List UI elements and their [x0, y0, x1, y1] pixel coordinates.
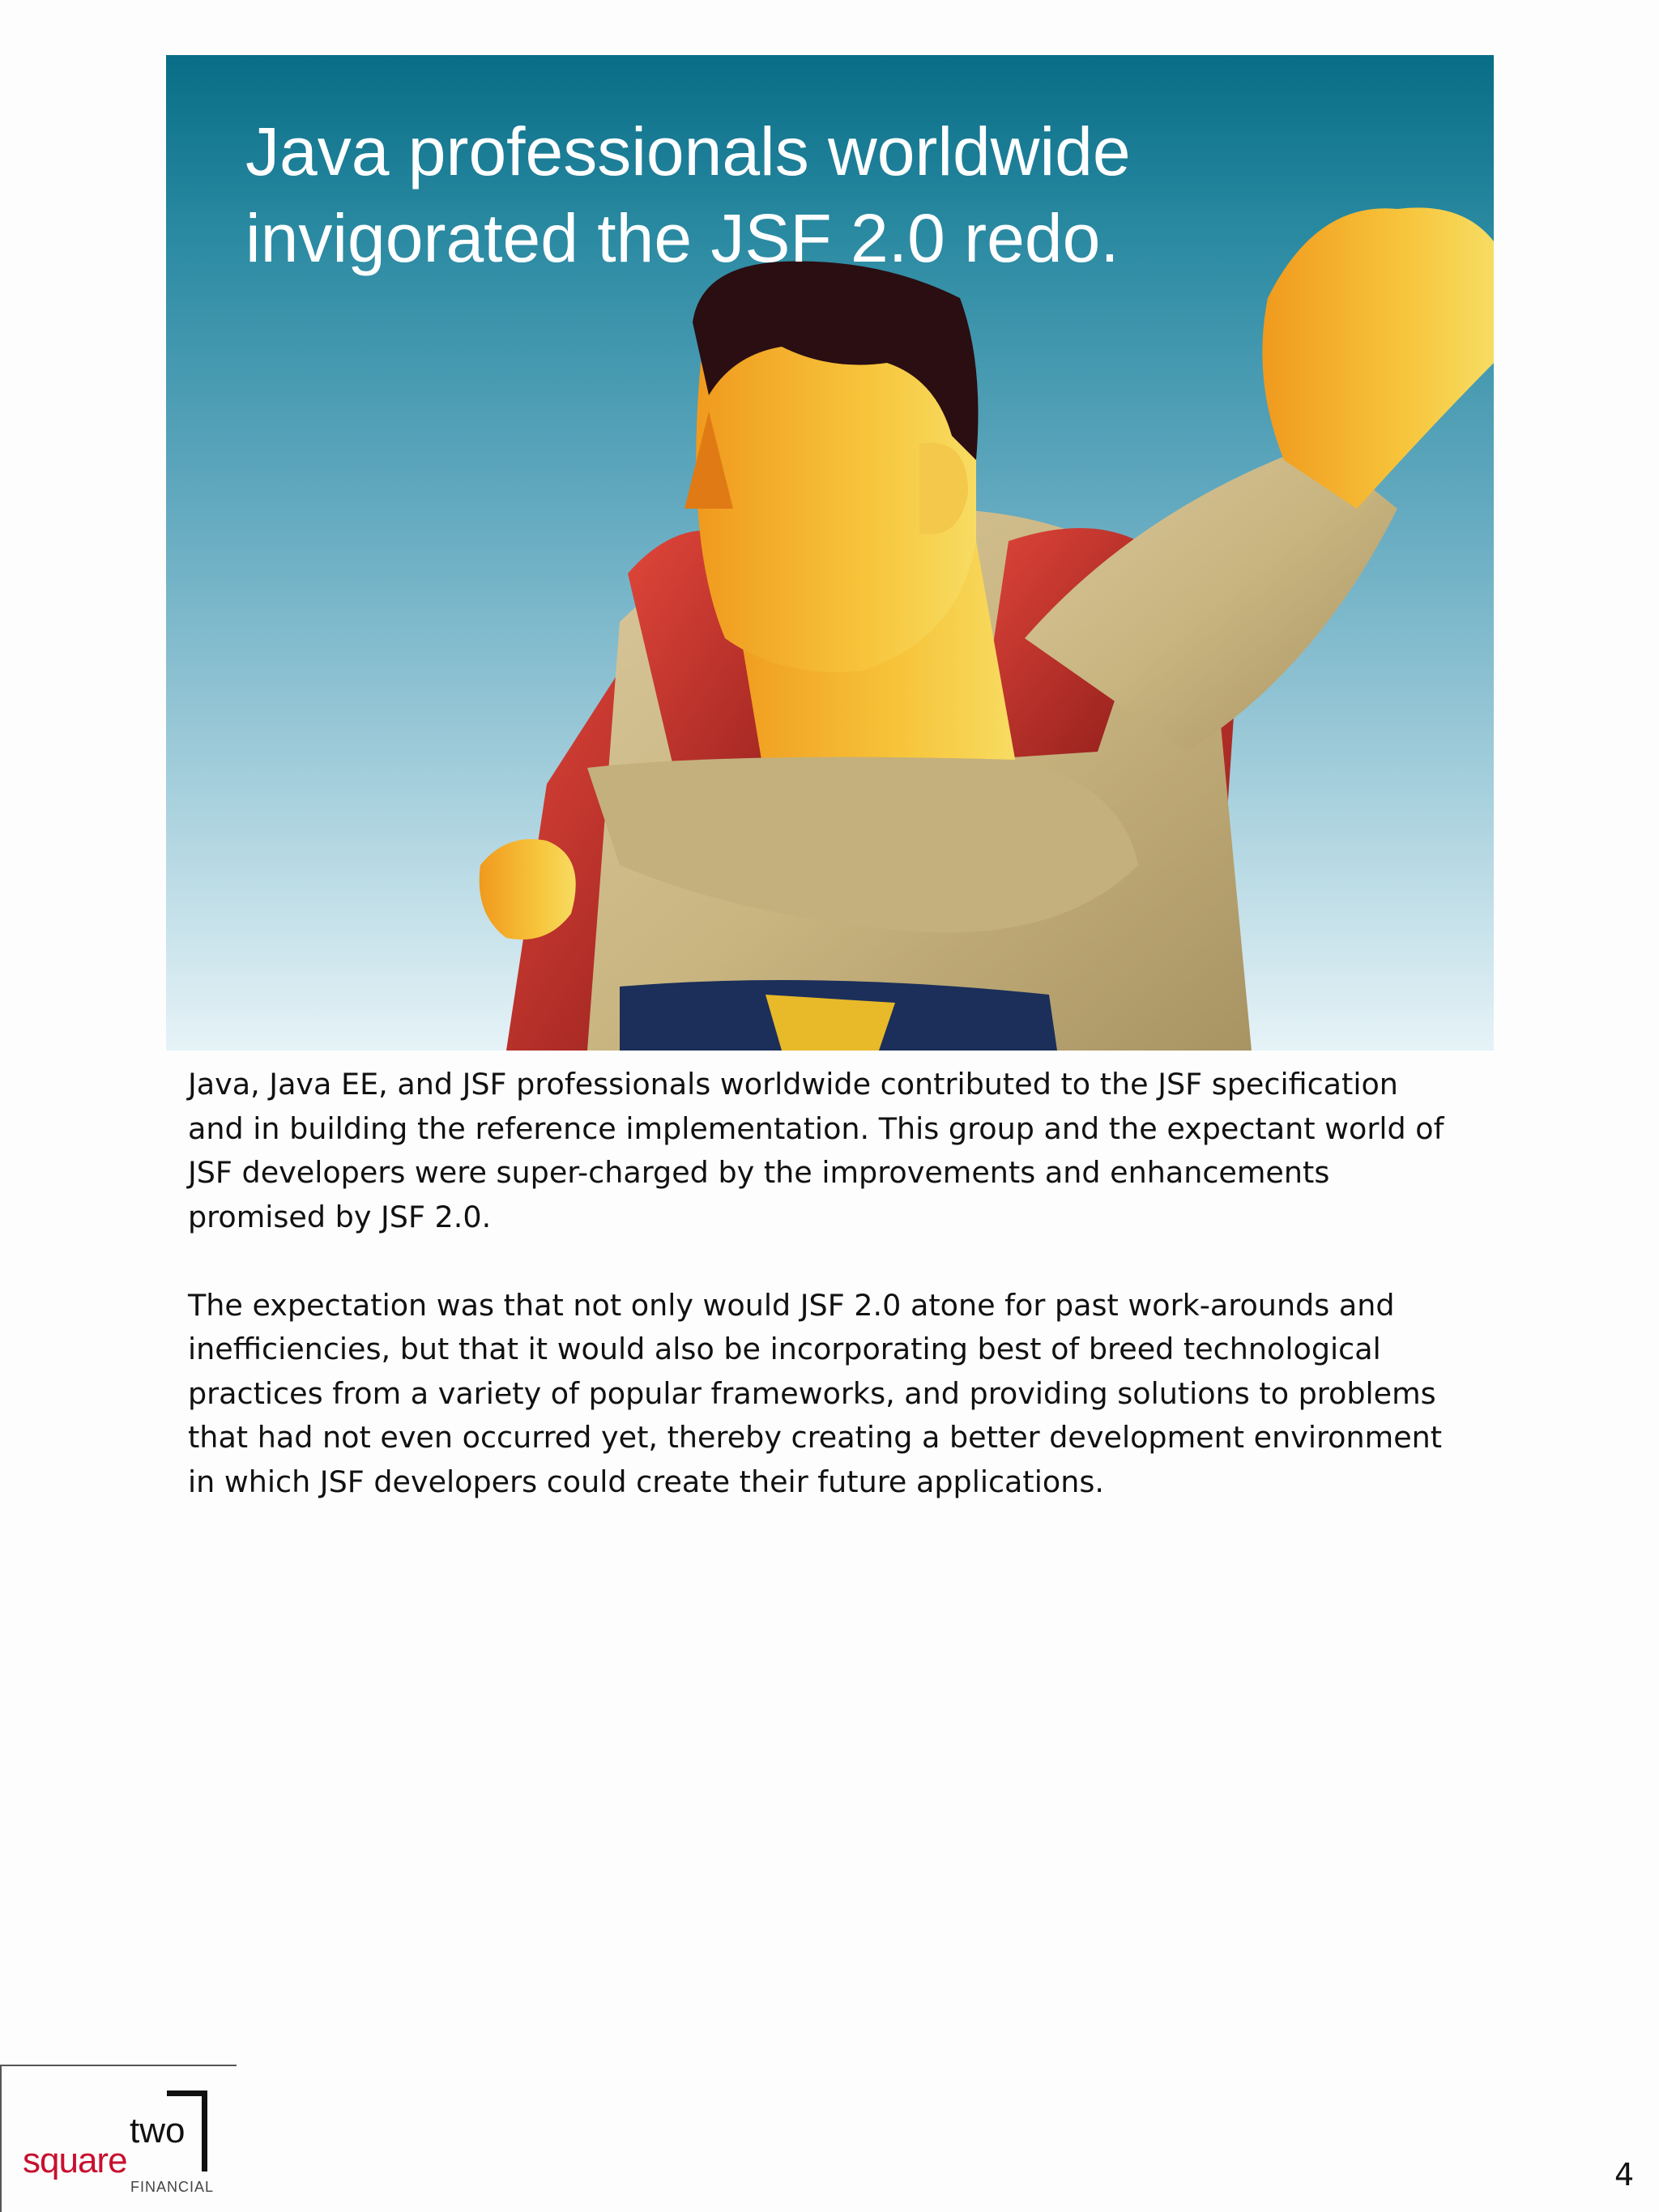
notes-paragraph	[188, 1284, 1516, 1505]
notes-line: JSF developers were super-charged by the improvements and enhancements	[188, 1155, 1330, 1190]
slide-title	[245, 109, 1444, 282]
notes-line: promised by JSF 2.0.	[188, 1199, 492, 1234]
notes-line: Java, Java EE, and JSF professionals worldwide contributed to the JSF specification	[188, 1067, 1398, 1102]
notes-line: and in building the reference implementation. This group and the expectant world of	[188, 1110, 1444, 1146]
logo-word-financial: FINANCIAL	[130, 2179, 215, 2195]
squaretwo-financial-logo	[0, 2066, 237, 2212]
notes-line: The expectation was that not only would JSF 2.0 atone for past work-arounds and	[188, 1287, 1395, 1323]
logo-word-two: two	[130, 2111, 186, 2150]
speaker-notes	[188, 1063, 1516, 1549]
notes-line: inefficiencies, but that it would also be incorporating best of breed technological	[188, 1332, 1381, 1366]
notes-line: in which JSF developers could create their future applications.	[188, 1464, 1104, 1499]
notes-paragraph	[188, 1063, 1516, 1239]
slide-title-line: invigorated the JSF 2.0 redo.	[245, 200, 1120, 276]
notes-line: practices from a variety of popular frameworks, and providing solutions to problems	[188, 1375, 1436, 1411]
logo-word-square: square	[23, 2141, 127, 2180]
page-number: 4	[1614, 2157, 1635, 2193]
notes-line: that had not even occurred yet, thereby creating a better development environment	[188, 1420, 1443, 1455]
slide-image	[166, 55, 1494, 1051]
slide-title-line: Java professionals worldwide	[245, 113, 1131, 190]
